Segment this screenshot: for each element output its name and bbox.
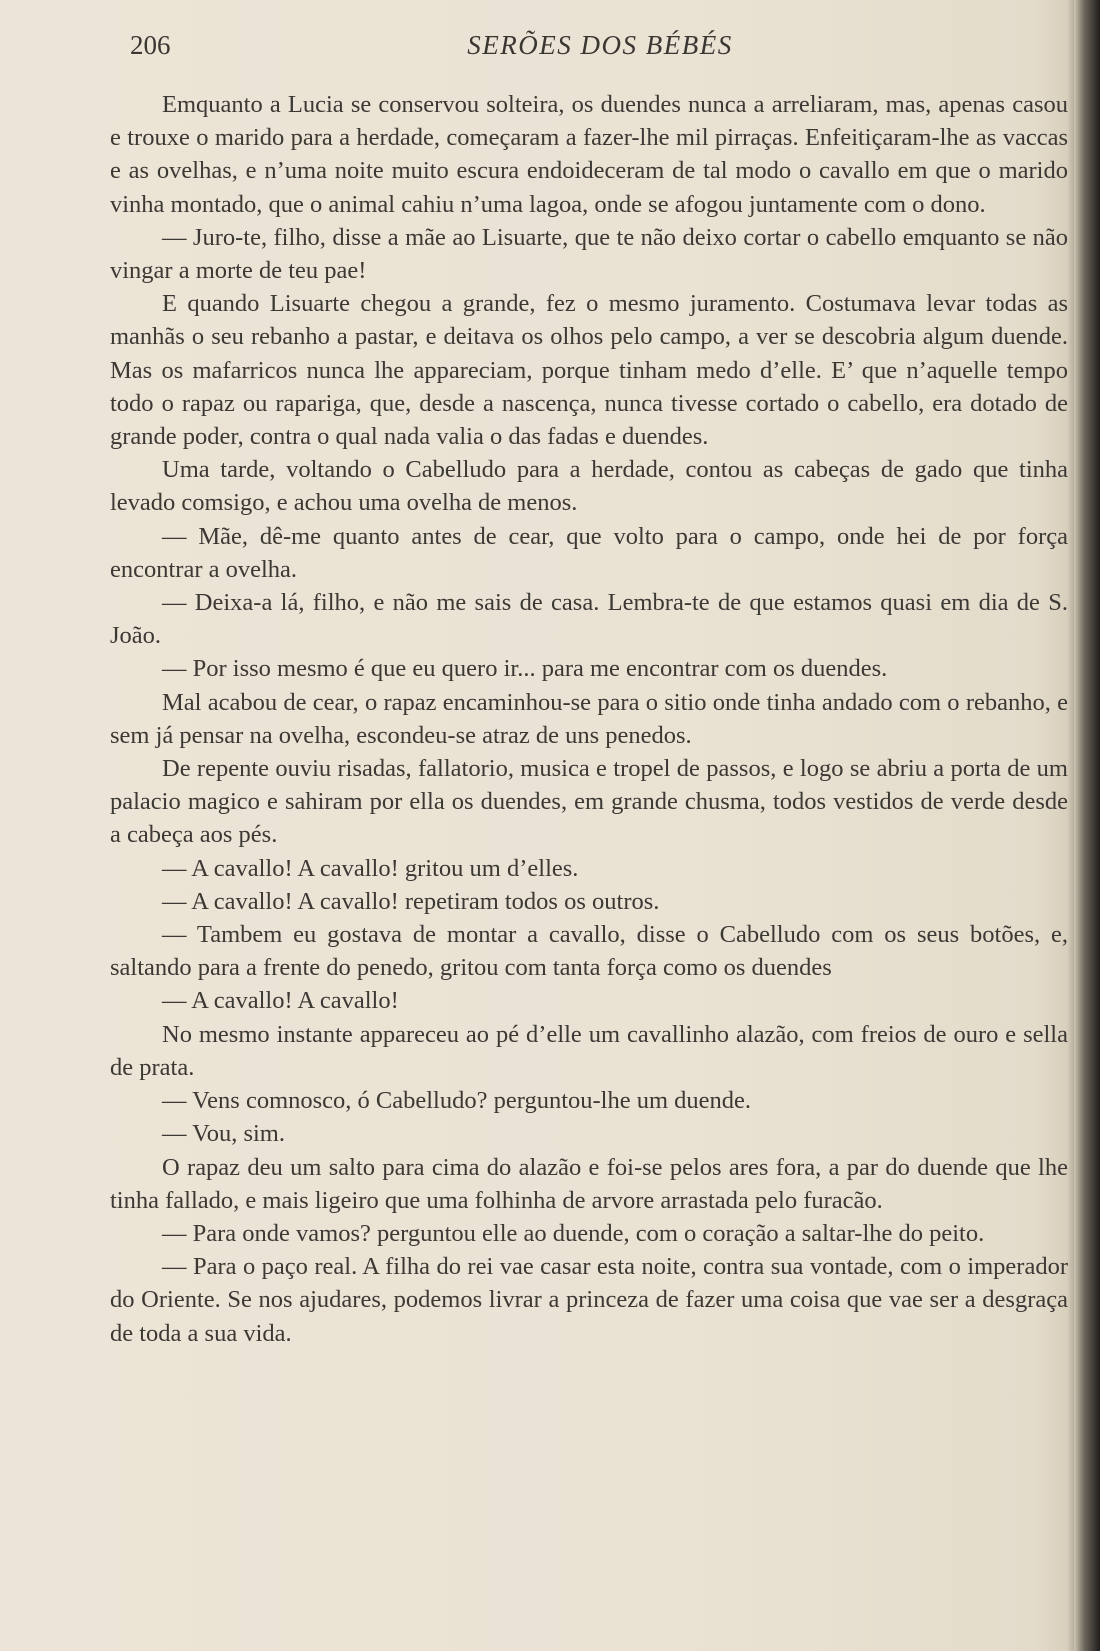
paragraph: — Deixa-a lá, filho, e não me sais de casa. Lembra-te de que estamos quasi em dia de S. João. (110, 589, 1068, 650)
paragraph: O rapaz deu um salto para cima do alazão e foi-se pelos ares fora, a par do duende que lhe tinha fallado, e mais ligeiro que uma folhinha de arvore arrastada pelo furacão. (110, 1153, 1068, 1214)
paragraph: — A cavallo! A cavallo! gritou um d’elles. (162, 854, 579, 882)
paragraph: — A cavallo! A cavallo! repetiram todos os outros. (162, 887, 660, 915)
paragraph: E quando Lisuarte chegou a grande, fez o mesmo juramento. Costumava levar todas as manhãs o seu rebanho a pastar, e deitava os olhos pelo campo, a ver se descobria algum duende. Mas os mafarricos nunca lhe appareciam, porque tinham medo d’elle. E’ que n’aquelle tempo todo o rapaz ou rapariga, que, desde a nascença, nunca tivesse cortado o cabello, era dotado de grande poder, contra o qual nada valia o das fadas e duendes. (110, 290, 1068, 451)
page-header (130, 30, 1070, 80)
paragraph: De repente ouviu risadas, fallatorio, musica e tropel de passos, e logo se abriu a porta de um palacio magico e sahiram por ella os duendes, em grande chusma, todos vestidos de verde desde a cabeça aos pés. (110, 755, 1068, 849)
paragraph: — A cavallo! A cavallo! (162, 987, 399, 1015)
paragraph: — Juro-te, filho, disse a mãe ao Lisuarte, que te não deixo cortar o cabello emquanto se não vingar a morte de teu pae! (110, 223, 1068, 285)
page-number: 206 (130, 30, 171, 60)
paragraph: — Vens comnosco, ó Cabelludo? perguntou-lhe um duende. (162, 1087, 752, 1115)
page-gutter-shadow (1074, 0, 1100, 1651)
running-title: SERÕES DOS BÉBÉS (467, 30, 733, 60)
paragraph: — Para onde vamos? perguntou elle ao duende, com o coração a saltar-lhe do peito. (162, 1219, 985, 1247)
paragraph: Mal acabou de cear, o rapaz encaminhou-se para o sitio onde tinha andado com o rebanho, e sem já pensar na ovelha, escondeu-se atraz de uns penedos. (110, 688, 1068, 749)
paragraph: No mesmo instante appareceu ao pé d’elle um cavallinho alazão, com freios de ouro e sella de prata. (110, 1020, 1068, 1081)
body-text (110, 88, 1068, 1350)
paragraph: Uma tarde, voltando o Cabelludo para a herdade, contou as cabeças de gado que tinha levado comsigo, e achou uma ovelha de menos. (110, 456, 1068, 517)
paragraph: — Por isso mesmo é que eu quero ir... para me encontrar com os duendes. (162, 655, 888, 683)
paragraph: — Mãe, dê-me quanto antes de cear, que volto para o campo, onde hei de por força encontrar a ovelha. (110, 522, 1068, 583)
paragraph: — Para o paço real. A filha do rei vae casar esta noite, contra sua vontade, com o imperador do Oriente. Se nos ajudares, podemos livrar a princeza de fazer uma coisa que vae ser a desgraça de toda a sua vida. (110, 1253, 1068, 1347)
paragraph: — Tambem eu gostava de montar a cavallo, disse o Cabelludo com os seus botões, e, saltando para a frente do penedo, gritou com tanta força como os duendes (110, 921, 1068, 982)
paragraph: — Vou, sim. (162, 1120, 285, 1148)
paragraph: Emquanto a Lucia se conservou solteira, os duendes nunca a arreliaram, mas, apenas casou e trouxe o marido para a herdade, começaram a fazer-lhe mil pirraças. Enfeitiçaram-lhe as vaccas e as ovelhas, e n’uma noite muito escura endoideceram de tal modo o cavallo em que o marido vinha montado, que o animal cahiu n’uma lagoa, onde se afogou juntamente com o dono. (110, 91, 1068, 218)
